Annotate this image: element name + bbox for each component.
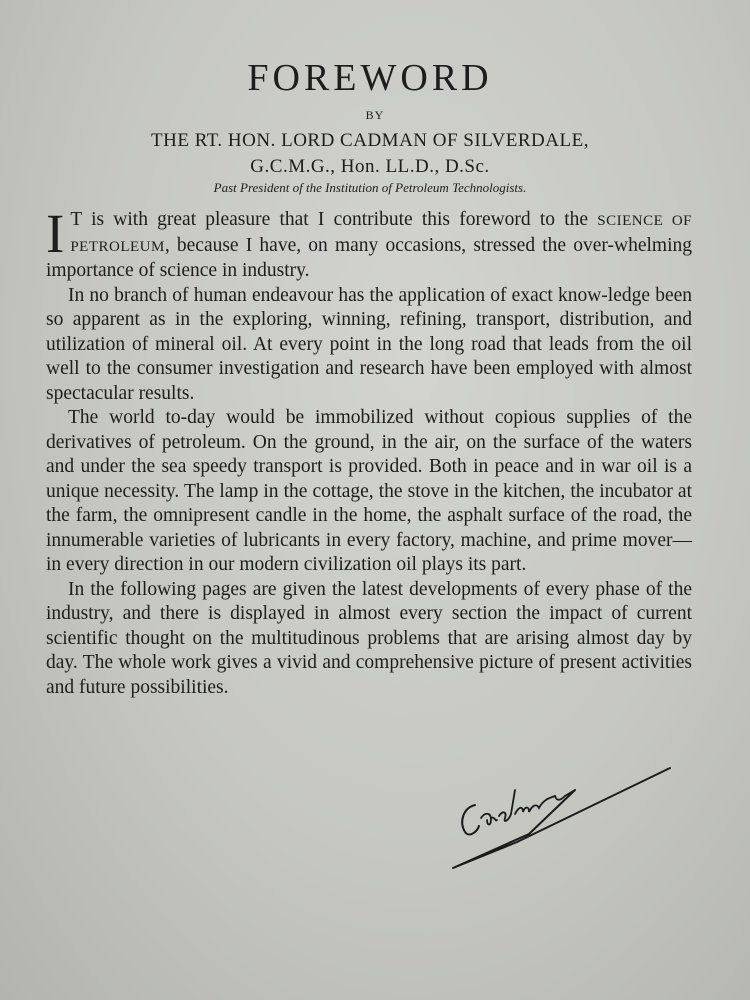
drop-cap: I: [46, 203, 65, 264]
paragraph-4: In the following pages are given the latest developments of every phase of the industry, and there is displayed in almost every section the impact of current scientific thought on the multitudinous problems that are arising almost day by day. The whole work gives a vivid and comprehensive picture of present activities and future possibilities.: [46, 578, 692, 698]
foreword-body: [46, 203, 692, 700]
book-title: SCIENCE OF PETROLEUM: [70, 213, 692, 255]
paragraph-2: In no branch of human endeavour has the application of exact know-ledge been so apparent as in the exploring, winning, refining, transport, distribution, and utilization of mineral oil. At every point in the long road that leads from the oil well to the consumer investigation and research have been employed with almost spectacular results.: [46, 284, 692, 404]
paragraph-1-rest: , because I have, on many occasions, stressed the over-whelming importance of science in industry.: [46, 234, 692, 281]
author-honours: G.C.M.G., Hon. LL.D., D.Sc.: [250, 156, 490, 177]
byline: BY: [365, 108, 385, 122]
signature: [445, 760, 685, 880]
paragraph-1: [46, 203, 692, 284]
paragraph-3: The world to-day would be immobilized without copious supplies of the derivatives of petroleum. On the ground, in the air, on the surface of the waters and under the sea speedy transport is provided. Both in peace and in war oil is a unique necessity. The lamp in the cottage, the stove in the kitchen, the incubator at the farm, the omnipresent candle in the home, the asphalt surface of the road, the innumerable varieties of lubricants in every factory, machine, and prime mover—in every direction in our modern civilization oil plays its part.: [46, 407, 692, 575]
paragraph-1-lead: T is with great pleasure that I contribute this foreword to the: [70, 209, 598, 230]
page-title: FOREWORD: [247, 57, 493, 99]
author-role: Past President of the Institution of Petroleum Technologists.: [213, 180, 527, 195]
author-name: THE RT. HON. LORD CADMAN OF SILVERDALE,: [151, 130, 589, 151]
